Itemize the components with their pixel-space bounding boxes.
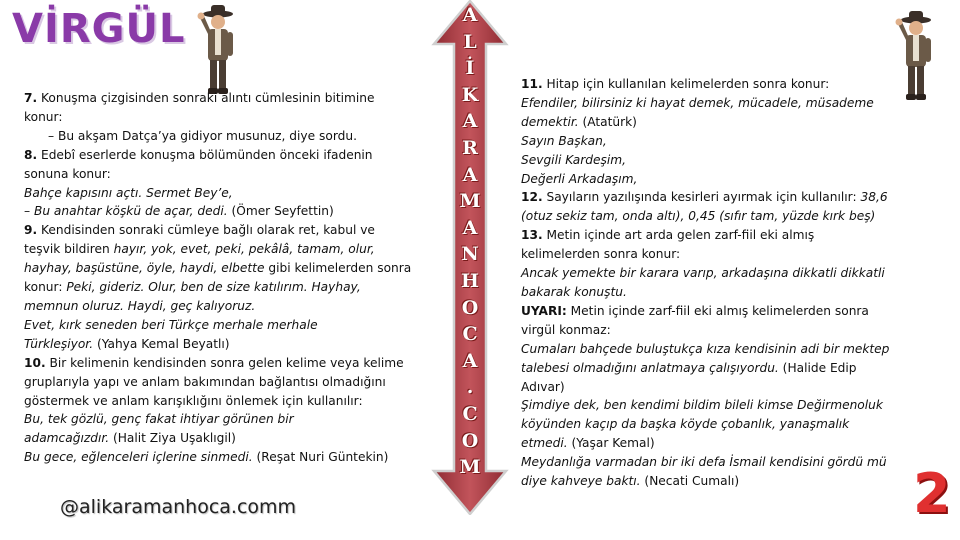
body-text: Metin içinde zarf-fiil eki almış kelimelerden sonra: [566, 303, 869, 318]
text-line: [521, 378, 911, 397]
body-text: Metin içinde art arda gelen zarf-fiil eki almış: [542, 228, 815, 243]
example-text: Efendiler, bilirsiniz ki hayat demek, mücadele, müsademe: [521, 95, 874, 110]
text-line: [24, 165, 434, 184]
body-text: Konuşma çizgisinden sonraki alıntı cümlesinin bitimine: [37, 91, 375, 105]
item-number: 11.: [521, 77, 543, 91]
text-line: [521, 207, 911, 226]
arrow-letter: K: [461, 83, 479, 106]
text-line: [521, 188, 911, 207]
text-line: [521, 359, 911, 378]
example-text: Cumaları bahçede buluştukça kıza kendisinin adi bir mektep: [521, 341, 890, 356]
body-text: Edebî eserlerde konuşma bölümünden önceki ifadenin: [37, 147, 373, 162]
body-text: (Yaşar Kemal): [567, 436, 655, 451]
arrow-letter: .: [466, 376, 474, 399]
text-line: [521, 132, 911, 151]
cowboy-figure-icon: [196, 4, 240, 100]
example-text: Değerli Arkadaşım,: [521, 171, 638, 186]
arrow-letter: A: [462, 349, 478, 372]
text-line: [24, 297, 434, 316]
example-text: memnun oluruz. Haydi, geç kalıyoruz.: [24, 298, 256, 313]
text-line: [24, 89, 434, 108]
example-text: talebesi olmadığını anlatmaya çalışıyordu.: [521, 360, 779, 375]
text-line: [24, 278, 434, 297]
text-line: [24, 354, 434, 373]
arrow-letter: C: [462, 403, 478, 425]
example-text: hayır, yok, evet, peki, pekâlâ, tamam, olur,: [113, 242, 375, 257]
body-text: konur:: [24, 109, 63, 124]
item-number: UYARI:: [521, 303, 567, 318]
text-line: [521, 434, 911, 453]
example-text: Ancak yemekte bir karara varıp, arkadaşına dikkatli dikkatli: [521, 266, 885, 281]
text-line: [24, 410, 434, 429]
text-line: [521, 321, 911, 340]
text-line: [24, 202, 434, 221]
text-line: [24, 127, 434, 146]
text-line: [521, 245, 911, 264]
item-number: 8.: [24, 147, 38, 162]
arrow-letter: O: [461, 429, 479, 452]
example-text: 38,6: [860, 190, 888, 205]
arrow-letter: A: [462, 216, 478, 239]
arrow-letter: N: [461, 243, 479, 266]
text-line: [521, 170, 911, 189]
body-text: (Atatürk): [578, 114, 637, 129]
body-text: konur:: [24, 280, 67, 295]
example-text: Şimdiye dek, ben kendimi bildim bileli kimse Değirmenoluk: [521, 398, 883, 413]
arrow-letter: M: [459, 190, 481, 213]
arrow-letter: İ: [465, 57, 475, 80]
item-number: 7.: [24, 91, 38, 105]
text-line: [521, 75, 911, 94]
arrow-letter: M: [459, 456, 481, 479]
text-line: [24, 392, 434, 411]
body-text: Sayıların yazılışında kesirleri ayırmak için kullanılır:: [542, 190, 861, 205]
text-line: [24, 316, 434, 335]
example-text: hayhay, başüstüne, öyle, haydi, elbette: [24, 261, 265, 276]
example-text: Türkleşiyor.: [24, 336, 94, 351]
body-text: (Halit Ziya Uşaklıgil): [109, 431, 236, 446]
text-line: [521, 472, 911, 491]
text-line: [24, 448, 434, 467]
item-number: 13.: [521, 228, 543, 243]
text-line: [24, 335, 434, 354]
body-text: gruplarıyla yapı ve anlam bakımından bağlantısı olmadığını: [24, 374, 386, 389]
text-line: [521, 264, 911, 283]
body-text: göstermek ve anlam karışıklığını önlemek için kullanılır:: [24, 393, 363, 408]
example-text: adamcağızdır.: [24, 431, 110, 446]
example-text: – Bu anahtar köşkü de açar, dedi.: [24, 204, 228, 219]
item-number: 9.: [24, 223, 38, 238]
body-text: Bir kelimenin kendisinden sonra gelen kelime veya kelime: [45, 355, 404, 370]
text-line: [24, 429, 434, 448]
item-number: 10.: [24, 355, 46, 370]
body-text: (Reşat Nuri Güntekin): [252, 450, 389, 465]
body-text: – Bu akşam Datça’ya gidiyor musunuz, diye sordu.: [48, 128, 357, 143]
example-text: demektir.: [521, 114, 579, 129]
item-number: 12.: [521, 190, 543, 205]
body-text: (Necati Cumalı): [640, 474, 740, 489]
text-line: [521, 453, 911, 472]
right-column: [521, 75, 911, 491]
body-text: Adıvar): [521, 379, 565, 394]
text-line: [521, 415, 911, 434]
example-text: Sayın Başkan,: [521, 133, 607, 148]
text-line: [521, 113, 911, 132]
left-column: [24, 89, 434, 467]
text-line: [24, 259, 434, 278]
example-text: (otuz sekiz tam, onda altı), 0,45 (sıfır tam, yüzde kırk beş): [521, 209, 876, 224]
text-line: [24, 373, 434, 392]
example-text: köyünden kaçıp da başka köyde çobanlık, yanaşmalık: [521, 417, 850, 432]
arrow-letter: H: [461, 270, 479, 292]
text-line: [24, 184, 434, 203]
footer-handle: @alikaramanhoca.comm: [60, 496, 297, 518]
body-text: kelimelerden sonra konur:: [521, 247, 681, 262]
arrow-letter: A: [462, 163, 478, 186]
example-text: etmedi.: [521, 436, 568, 451]
body-text: Hitap için kullanılan kelimelerden sonra konur:: [542, 77, 830, 91]
text-line: [521, 302, 911, 321]
example-text: bakarak konuştu.: [521, 284, 627, 299]
text-line: [24, 108, 434, 127]
example-text: Bu, tek gözlü, genç fakat ihtiyar görünen bir: [24, 412, 294, 427]
page-number: 2: [913, 462, 951, 525]
text-line: [521, 151, 911, 170]
arrow-letter: A: [462, 4, 478, 26]
body-text: (Halide Edip: [778, 360, 857, 375]
example-text: Evet, kırk seneden beri Türkçe merhale merhale: [24, 317, 318, 332]
arrow-letter: O: [461, 296, 479, 319]
arrow-letter: L: [463, 30, 477, 53]
body-text: gibi kelimelerden sonra: [264, 261, 412, 276]
example-text: Peki, gideriz. Olur, ben de size katılırım. Hayhay,: [66, 280, 361, 295]
example-text: Bu gece, eğlenceleri içlerine sinmedi.: [24, 450, 253, 465]
body-text: Kendisinden sonraki cümleye bağlı olarak ret, kabul ve: [37, 223, 375, 238]
body-text: sonuna konur:: [24, 166, 111, 181]
body-text: teşvik bildiren: [24, 242, 114, 257]
arrow-letter: A: [462, 110, 478, 133]
arrow-letters: [430, 0, 510, 515]
text-line: [24, 221, 434, 240]
text-line: [521, 94, 911, 113]
text-line: [521, 283, 911, 302]
example-text: Meydanlığa varmadan bir iki defa İsmail kendisini gördü mü: [521, 455, 887, 470]
arrow-letter: C: [462, 323, 478, 346]
example-text: Bahçe kapısını açtı. Sermet Bey’e,: [24, 185, 233, 200]
example-text: diye kahveye baktı.: [521, 474, 641, 489]
text-line: [24, 146, 434, 165]
text-line: [521, 396, 911, 415]
page-title: VİRGÜL: [12, 6, 186, 52]
arrow-letter: R: [462, 137, 478, 159]
example-text: Sevgili Kardeşim,: [521, 152, 626, 167]
body-text: virgül konmaz:: [521, 322, 611, 337]
text-line: [24, 240, 434, 259]
text-line: [521, 226, 911, 245]
body-text: (Yahya Kemal Beyatlı): [93, 336, 230, 351]
body-text: (Ömer Seyfettin): [227, 204, 334, 219]
text-line: [521, 340, 911, 359]
